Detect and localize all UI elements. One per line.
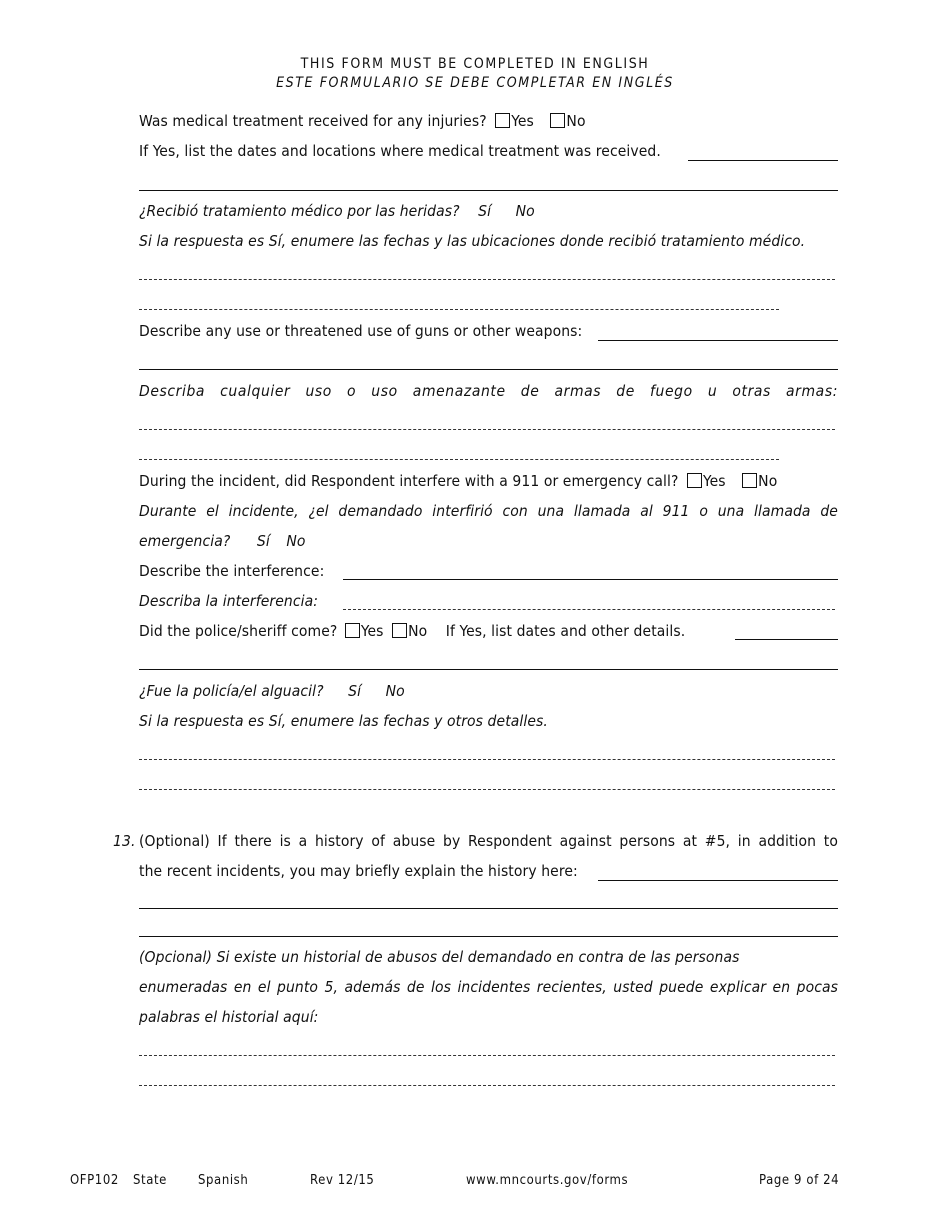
medical-details-line-es-2 xyxy=(139,309,779,310)
footer-form-id: OFP102 xyxy=(70,1173,119,1188)
weapons-question: Describe any use or threatened use of guns or other weapons: xyxy=(139,322,583,340)
police-question-es: ¿Fue la policía/el alguacil? Sí No xyxy=(139,682,405,700)
medical-question-es: ¿Recibió tratamiento médico por las heridas? Sí No xyxy=(139,202,535,220)
interference-yes-checkbox[interactable] xyxy=(687,473,702,488)
interference-no-checkbox[interactable] xyxy=(742,473,757,488)
history-line-es-1 xyxy=(139,1055,835,1056)
police-line-es-1 xyxy=(139,759,835,760)
form-header-spanish: ESTE FORMULARIO SE DEBE COMPLETAR EN INGLÉS xyxy=(276,75,674,91)
medical-details-line-es-1 xyxy=(139,279,835,280)
weapons-line-es-1 xyxy=(139,429,835,430)
medical-question: Was medical treatment received for any injuries? Yes No xyxy=(139,112,586,130)
medical-no-checkbox[interactable] xyxy=(550,113,565,128)
interference-describe-line-es xyxy=(343,609,835,610)
history-field-3[interactable] xyxy=(139,936,838,937)
police-line-es-2 xyxy=(139,789,835,790)
weapons-details-field[interactable] xyxy=(598,340,838,341)
item-13-text-es-2: enumeradas en el punto 5, además de los incidentes recientes, usted puede explicar en pocas xyxy=(139,978,838,996)
weapons-question-es: Describa cualquier uso o uso amenazante de armas de fuego u otras armas: xyxy=(139,382,838,400)
item-13-text-es-3: palabras el historial aquí: xyxy=(139,1008,319,1026)
police-details-field[interactable] xyxy=(735,639,838,640)
medical-yes-checkbox[interactable] xyxy=(495,113,510,128)
footer-language: Spanish xyxy=(198,1173,249,1188)
medical-list-instruction: If Yes, list the dates and locations where medical treatment was received. xyxy=(139,142,661,160)
form-header-english: THIS FORM MUST BE COMPLETED IN ENGLISH xyxy=(300,56,650,72)
interference-question-es-2: emergencia? Sí No xyxy=(139,532,306,550)
medical-list-instruction-es: Si la respuesta es Sí, enumere las fechas y las ubicaciones donde recibió tratamiento médico. xyxy=(139,232,806,250)
item-13-text-es-1: (Opcional) Si existe un historial de abusos del demandado en contra de las personas xyxy=(139,948,740,966)
interference-describe-label-es: Describa la interferencia: xyxy=(139,592,319,610)
footer-url[interactable]: www.mncourts.gov/forms xyxy=(466,1173,629,1188)
footer-court: State xyxy=(133,1173,167,1188)
police-question: Did the police/sheriff come? Yes No If Yes, list dates and other details. xyxy=(139,622,686,640)
item-13-text-1: (Optional) If there is a history of abuse by Respondent against persons at #5, in addition to xyxy=(139,832,838,850)
weapons-details-field-2[interactable] xyxy=(139,369,838,370)
police-yes-checkbox[interactable] xyxy=(345,623,360,638)
interference-question: During the incident, did Respondent interfere with a 911 or emergency call? Yes No xyxy=(139,472,778,490)
weapons-line-es-2 xyxy=(139,459,779,460)
medical-details-field-2[interactable] xyxy=(139,190,838,191)
footer-page-number: Page 9 of 24 xyxy=(759,1173,840,1188)
police-details-field-2[interactable] xyxy=(139,669,838,670)
police-list-instruction-es: Si la respuesta es Sí, enumere las fechas y otros detalles. xyxy=(139,712,548,730)
item-13-number: 13. xyxy=(113,832,136,850)
history-line-es-2 xyxy=(139,1085,835,1086)
interference-describe-label: Describe the interference: xyxy=(139,562,325,580)
history-field[interactable] xyxy=(598,880,838,881)
interference-question-es-1: Durante el incidente, ¿el demandado interfirió con una llamada al 911 o una llamada de xyxy=(139,502,838,520)
footer-revision: Rev 12/15 xyxy=(310,1173,375,1188)
police-no-checkbox[interactable] xyxy=(392,623,407,638)
medical-details-field[interactable] xyxy=(688,160,838,161)
item-13-text-2: the recent incidents, you may briefly explain the history here: xyxy=(139,862,578,880)
interference-describe-field[interactable] xyxy=(343,579,838,580)
history-field-2[interactable] xyxy=(139,908,838,909)
